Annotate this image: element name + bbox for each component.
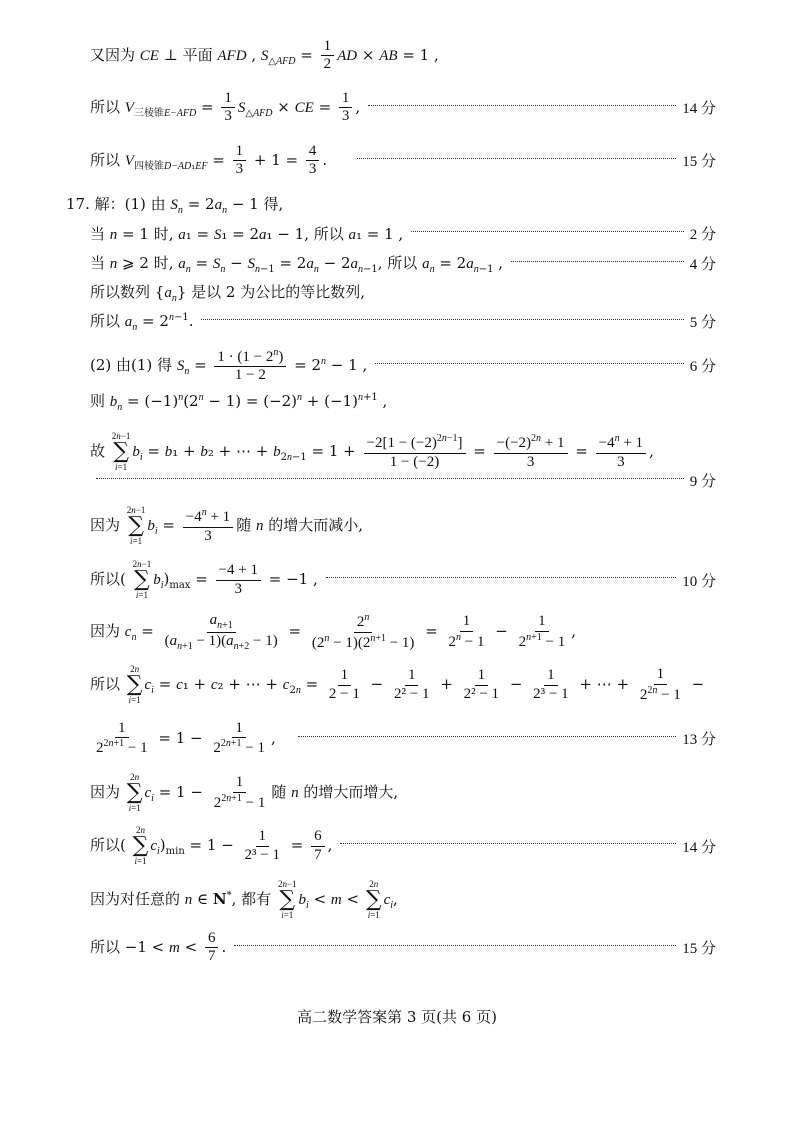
line-11: 故 2n−1 ∑ i=1 $b_i = b_1 + b_2$ + ⋯ + $b_{2n-1} = 1$ + $\frac{-2[1 - (-2)^{2n-1}]}{1 - (-2)}$ = $\frac{-(-2)^{2n} + 1}{3}$ = $\frac{-4^n + 1}{3}$ , xyxy=(90,431,654,472)
leader-dots xyxy=(298,735,676,737)
leader-dots xyxy=(357,157,676,159)
leader-dots xyxy=(368,104,676,106)
line-7: 所以数列 $\{a_n\}$ 是以 2 为公比的等比数列, xyxy=(90,283,365,304)
text-line xyxy=(90,90,716,126)
text-line xyxy=(90,773,716,813)
text-line xyxy=(90,826,716,866)
line-4: 17. 解：(1) 由 $S_n = 2a_n - 1$ 得, xyxy=(66,195,284,216)
text-line xyxy=(90,143,716,179)
leader-dots xyxy=(411,230,684,232)
line-19: 所以( 2n ∑ i=1 $c_i)_{min} = 1$ − $\frac{1}{\text{2³ − 1}}$ = $\frac{6}{7}$ , xyxy=(90,825,333,866)
text-line xyxy=(90,281,716,304)
text-line xyxy=(90,390,716,413)
line-6: 当 n ⩾ 2 时, $a_n = S_n - S_{n-1} = 2a_n - 2a_{n-1}$, 所以 $a_n = 2a_{n-1}$ , xyxy=(90,254,504,275)
text-line xyxy=(90,38,716,74)
leader-dots xyxy=(326,576,677,578)
text-line xyxy=(90,612,716,652)
score-label: 14 分 xyxy=(682,101,716,118)
score-label: 6 分 xyxy=(689,359,716,376)
line-15: 因为 $c_n$ = $\frac{a_{n+1}}{(a_{n+1} - 1)(a_{n+2} - 1)}$ = $\frac{2^n}{(2^n - 1)(2^{n+1} - 1)}$ = $\frac{1}{2^n - 1}$ − $\frac{1}{2^{n+1} - 1}$ , xyxy=(90,612,577,652)
page-footer: 高二数学答案第 3 页(共 6 页) xyxy=(297,1008,497,1026)
text-line xyxy=(90,506,716,546)
line-14: 所以( 2n−1 ∑ i=1 $b_i)_{max}$ = $\frac{-4 + 1}{3}$ = −1 , xyxy=(90,559,318,600)
line-17: $\frac{1}{2^{2n+1} - 1}$ = 1 − $\frac{1}{2^{2n+1} - 1}$ , xyxy=(96,720,276,757)
line-5: 当 n = 1 时, a₁ = S₁ = 2a₁ − 1, 所以 a₁ = 1 , xyxy=(90,225,404,243)
text-line xyxy=(90,223,716,244)
score-label: 5 分 xyxy=(689,315,716,331)
line-20: 因为对任意的 n ∈ N*, 都有 2n−1 ∑ i=1 $b_i < m$ < 2n ∑ i=1 $c_i$, xyxy=(90,879,398,920)
text-line xyxy=(90,930,716,966)
text-line xyxy=(90,880,716,920)
text-line xyxy=(90,665,716,705)
line-2: 所以 $V_{三棱锥E-AFD}$ = $\frac{1}{3}$ $S_{\triangle AFD}$ × CE = $\frac{1}{3}$ , xyxy=(90,90,361,125)
leader-dots xyxy=(511,260,684,262)
leader-dots xyxy=(340,842,676,844)
line-10: 则 $b_n = (-1)^n(2^n - 1) = (-2)^n + (-1)^{n+1}$ , xyxy=(90,392,388,413)
leader-dots xyxy=(96,477,684,479)
line-13: 因为 2n−1 ∑ i=1 $b_i$ = $\frac{-4^n + 1}{3}$ 随 n 的增大而减小, xyxy=(90,505,364,546)
text-line xyxy=(90,310,716,333)
text-line xyxy=(66,193,716,216)
text-line xyxy=(90,720,716,758)
score-label: 4 分 xyxy=(689,257,716,273)
text-line xyxy=(96,470,716,491)
score-label: 15 分 xyxy=(682,941,716,958)
score-label: 14 分 xyxy=(682,839,716,856)
text-line xyxy=(90,252,716,275)
score-label: 10 分 xyxy=(682,573,716,590)
line-3: 所以 $V_{四棱锥D-AD_1EF}$ = $\frac{1}{3}$ + 1 = $\frac{4}{3}$ . xyxy=(90,143,328,178)
text-line xyxy=(90,432,716,472)
leader-dots xyxy=(201,318,683,320)
text-line xyxy=(90,347,716,385)
score-label: 13 分 xyxy=(682,732,716,749)
line-16: 所以 2n ∑ i=1 $c_i = c_1 + c_2$ + ⋯ + $c_{2n}$ = $\frac{1}{2 - 1}$ − $\frac{1}{\text{2² − 1}}$ + $\frac{1}{\text{2² − 1}}$ − $\frac{1}{\text{2³ − 1}}$ + ⋯ + $\frac{1}{2^{2n} - 1}$ − xyxy=(90,664,705,705)
score-label: 2 分 xyxy=(689,227,716,243)
line-8: 所以 $a_n = 2^{n-1}$. xyxy=(90,312,194,333)
score-label: 9 分 xyxy=(689,474,716,490)
text-line xyxy=(90,560,716,600)
line-18: 因为 2n ∑ i=1 $c_i = 1$ − $\frac{1}{2^{2n+1} - 1}$ 随 n 的增大而增大, xyxy=(90,772,399,813)
line-1: 又因为 CE ⊥ 平面 AFD , $S_{\triangle AFD}$ = $\frac{1}{2}$ AD × AB = 1 , xyxy=(90,38,439,73)
leader-dots xyxy=(375,362,684,364)
line-21: 所以 −1 < m < $\frac{6}{7}$ . xyxy=(90,930,227,965)
leader-dots xyxy=(234,944,676,946)
score-label: 15 分 xyxy=(682,154,716,171)
line-9: (2) 由(1) 得 $S_n$ = $\frac{1 \cdot (1 - 2^n)}{1 - 2}$ = $2^n - 1$ , xyxy=(90,347,368,384)
